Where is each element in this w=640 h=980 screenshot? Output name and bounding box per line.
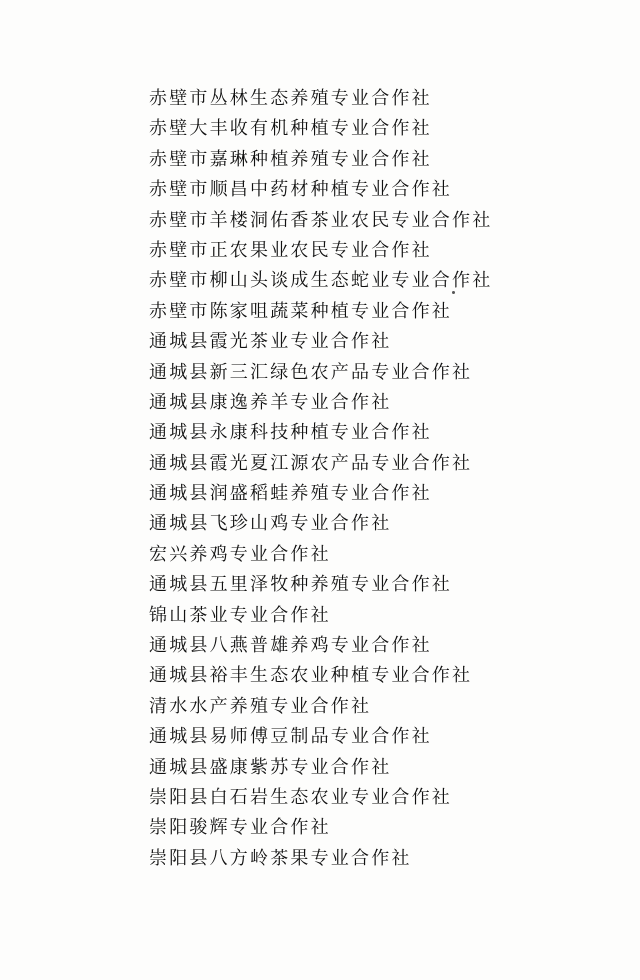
list-item: 通城县八燕普雄养鸡专业合作社 <box>149 635 432 657</box>
list-item: 赤壁市正农果业农民专业合作社 <box>149 239 432 261</box>
list-item: 崇阳县八方岭茶果专业合作社 <box>149 847 412 869</box>
list-item: 赤壁市柳山头谈成生态蛇业专业合作社 <box>149 270 493 292</box>
list-item: 通城县五里泽牧种养殖专业合作社 <box>149 574 452 596</box>
list-item: 通城县飞珍山鸡专业合作社 <box>149 513 392 535</box>
list-item: 宏兴养鸡专业合作社 <box>149 543 331 565</box>
list-item: 通城县永康科技种植专业合作社 <box>149 422 432 444</box>
list-item: 通城县裕丰生态农业种植专业合作社 <box>149 665 473 687</box>
list-item: 锦山茶业专业合作社 <box>149 604 331 626</box>
list-item: 赤壁市丛林生态养殖专业合作社 <box>149 88 432 109</box>
list-item: 崇阳骏辉专业合作社 <box>149 817 331 839</box>
list-item: 崇阳县白石岩生态农业专业合作社 <box>149 786 452 808</box>
list-item: 通城县新三汇绿色农产品专业合作社 <box>149 361 473 383</box>
scan-speck <box>452 291 455 294</box>
cooperative-list <box>149 84 492 874</box>
list-item: 赤壁大丰收有机种植专业合作社 <box>149 118 432 140</box>
list-item: 赤壁市羊楼洞佑香茶业农民专业合作社 <box>149 209 493 231</box>
list-item: 赤壁市顺昌中药材种植专业合作社 <box>149 179 452 201</box>
list-item: 通城县康逸养羊专业合作社 <box>149 391 392 413</box>
list-item: 赤壁市嘉琳种植养殖专业合作社 <box>149 148 432 170</box>
list-item: 清水水产养殖专业合作社 <box>149 695 372 717</box>
list-item: 通城县润盛稻蛙养殖专业合作社 <box>149 483 432 505</box>
list-item: 通城县易师傅豆制品专业合作社 <box>149 726 432 748</box>
list-item: 通城县霞光夏江源农产品专业合作社 <box>149 452 473 474</box>
list-item: 通城县盛康紫苏专业合作社 <box>149 756 392 778</box>
list-item: 通城县霞光茶业专业合作社 <box>149 331 392 353</box>
list-item: 赤壁市陈家咀蔬菜种植专业合作社 <box>149 300 452 322</box>
